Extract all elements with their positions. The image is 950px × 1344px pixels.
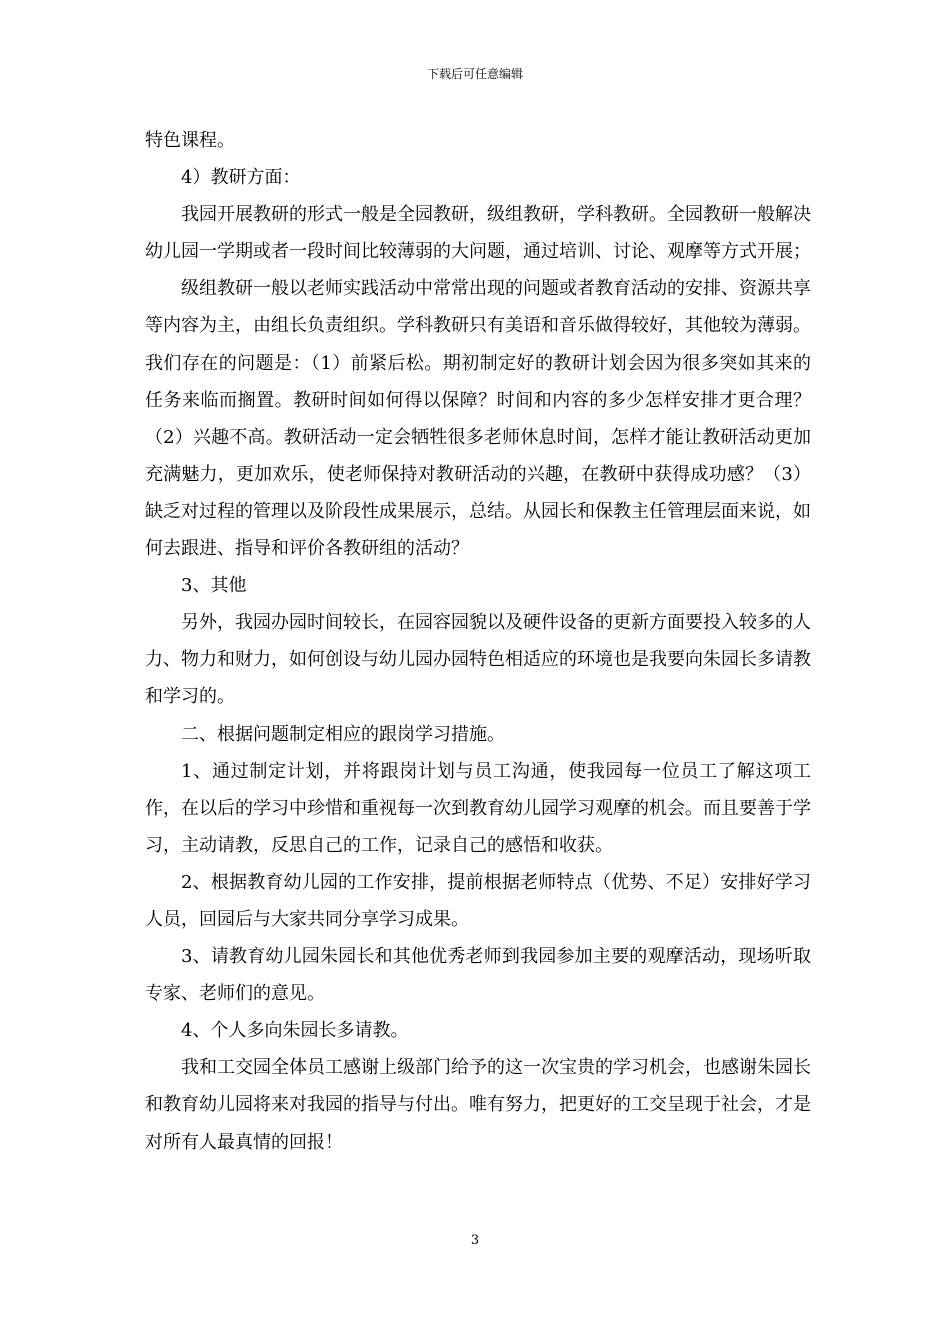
- paragraph: 我园开展教研的形式一般是全园教研，级组教研，学科教研。全园教研一般解决幼儿园一学期或者一段时间比较薄弱的大问题，通过培训、讨论、观摩等方式开展；: [145, 204, 811, 263]
- closing-paragraph: 我和工交园全体员工感谢上级部门给予的这一次宝贵的学习机会，也感谢朱园长和教育幼儿园将来对我园的指导与付出。唯有努力，把更好的工交呈现于社会，才是对所有人最真情的回报！: [145, 1057, 811, 1153]
- paragraph: 另外，我园办园时间较长，在园容园貌以及硬件设备的更新方面要投入较多的人力、物力和财力，如何创设与幼儿园办园特色相适应的环境也是我要向朱园长多请教和学习的。: [145, 612, 811, 708]
- page-header: 下载后可任意编辑: [426, 67, 523, 81]
- list-item: 1、通过制定计划，并将跟岗计划与员工沟通，使我园每一位员工了解这项工作，在以后的学习中珍惜和重视每一次到教育幼儿园学习观摩的机会。而且要善于学习，主动请教，反思自己的工作，记录自己的感悟和收获。: [145, 760, 811, 856]
- document-body: [145, 122, 811, 1161]
- list-item: 4、个人多向朱园长多请教。: [181, 1020, 409, 1042]
- page-number: 3: [470, 1233, 480, 1248]
- list-item: 3、请教育幼儿园朱园长和其他优秀老师到我园参加主要的观摩活动，现场听取专家、老师们的意见。: [145, 946, 811, 1005]
- subheading-teaching-research: 4）教研方面：: [181, 167, 301, 189]
- subheading-other: 3、其他: [181, 575, 247, 597]
- section-heading: 二、根据问题制定相应的跟岗学习措施。: [181, 723, 505, 745]
- paragraph: 级组教研一般以老师实践活动中常常出现的问题或者教育活动的安排、资源共享等内容为主，由组长负责组织。学科教研只有美语和音乐做得较好，其他较为薄弱。我们存在的问题是：（1）前紧后松。期初制定好的教研计划会因为很多突如其来的任务来临而搁置。教研时间如何得以保障？时间和内容的多少怎样安排才更合理？（2）兴趣不高。教研活动一定会牺牲很多老师休息时间，怎样才能让教研活动更加充满魅力，更加欢乐，使老师保持对教研活动的兴趣，在教研中获得成功感？（3）缺乏对过程的管理以及阶段性成果展示，总结。从园长和保教主任管理层面来说，如何去跟进、指导和评价各教研组的活动？: [145, 278, 811, 560]
- list-item: 2、根据教育幼儿园的工作安排，提前根据老师特点（优势、不足）安排好学习人员，回园后与大家共同分享学习成果。: [145, 871, 811, 930]
- paragraph-continuation: 特色课程。: [145, 130, 235, 151]
